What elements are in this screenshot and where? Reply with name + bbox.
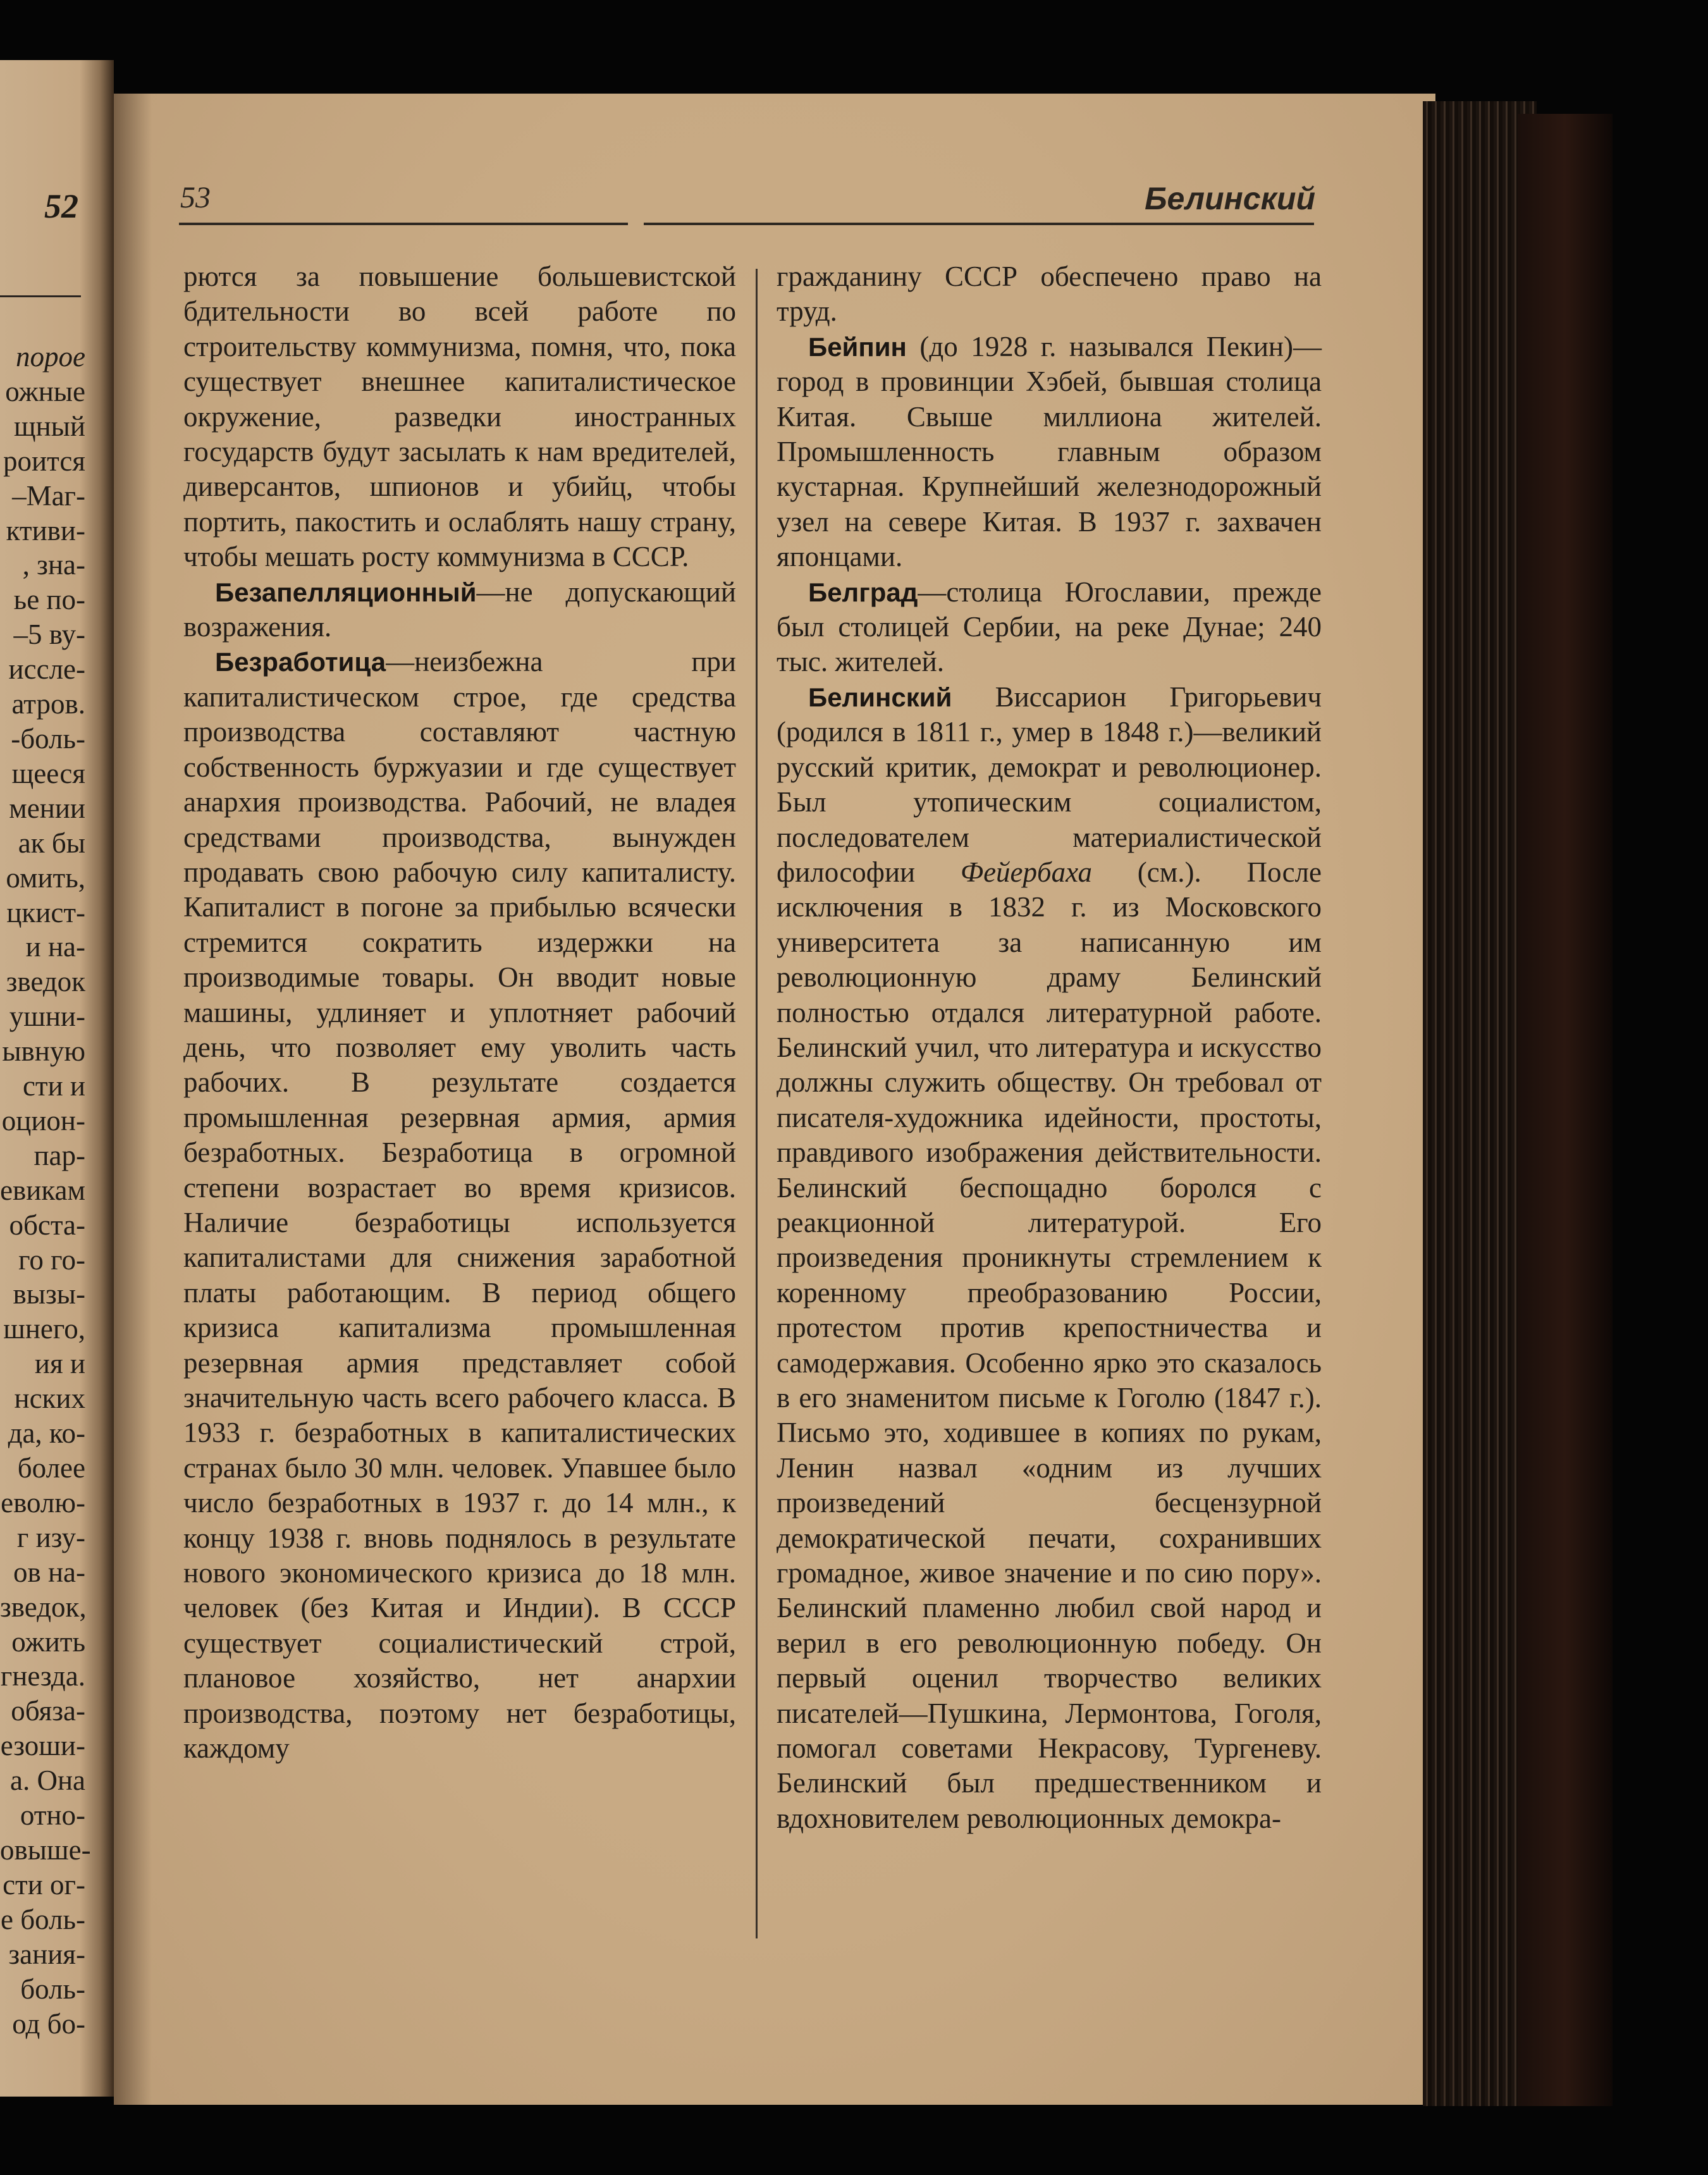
previous-page-line-fragment: –Маг- <box>12 479 85 512</box>
previous-page-line-fragment: овыше- <box>0 1833 91 1866</box>
entry-term: Белград <box>808 577 918 607</box>
gutter-shadow <box>114 94 152 2105</box>
previous-page-line-fragment: ия и <box>34 1348 85 1380</box>
previous-page-line-fragment: гнезда. <box>0 1660 85 1692</box>
right-text-column <box>777 259 1322 1836</box>
previous-page-number: 52 <box>44 187 78 225</box>
previous-page-line-fragment: а. Она <box>9 1765 85 1797</box>
entry-text: —неизбежна при капиталистическом строе, где средства производства составляют частную собственность буржуазии и где существует анархия производства. Рабочий, не владея средствами производства, вынужден продавать свою рабочую силу капиталисту. Капиталист в погоне за прибылью всячески стремится сократить издержки на производимые товары. Он вводит новые машины, удлиняет и уплотняет рабочий день, что позволяет ему уволить часть рабочих. В результате создается промышленная резервная армия, армия безработных. Безработица в огромной степени возрастает во время кризисов. Наличие безработицы используется капиталистами для снижения заработной платы работающим. В период общего кризиса капитализма промышленная резервная армия представляет собой значительную часть всего рабочего класса. В 1933 г. безработных в капиталистических странах было 30 млн. человек. Упавшее было число безработных в 1937 г. до 14 млн., к концу 1938 г. вновь поднялось в результате нового экономического кризиса до 18 млн. человек (без Китая и Индии). В СССР существует социалистический строй, плановое хозяйство, нет анархии производства, поэтому нет безработицы, каждому <box>183 646 736 1765</box>
entry-term: Белинский <box>808 682 952 712</box>
entry-beipin <box>777 330 1322 575</box>
previous-page-line-fragment: –5 ву- <box>13 619 85 651</box>
previous-page-line-fragment: -боль- <box>11 722 85 755</box>
continued-paragraph: рются за повышение большевистской бдительности во всей работе по строительству коммунизма, помня, что, пока существует внешнее капиталистическое окружение, разведки иностранных государств будут засылать к нам вредителей, диверсантов, шпионов и убийц, чтобы портить, пакостить и ослаблять нашу страну, чтобы мешать росту коммунизма в СССР. <box>183 261 736 573</box>
cross-reference: Фейербаха <box>960 856 1093 888</box>
previous-page-line-fragment: нских <box>14 1383 85 1415</box>
previous-page-line-fragment: сти и <box>22 1070 85 1102</box>
previous-page-line-fragment: ак бы <box>18 827 85 859</box>
previous-page-line-fragment: омить, <box>6 861 85 894</box>
previous-page-line-fragment: оцион- <box>1 1104 85 1137</box>
previous-page-line-fragment: шнего, <box>3 1313 85 1345</box>
left-text-column <box>183 259 736 1766</box>
previous-page-line-fragment: еволю- <box>1 1486 85 1519</box>
previous-page-line-fragment: щный <box>13 410 85 442</box>
previous-page-line-fragment: сти ог- <box>3 1868 85 1901</box>
previous-page-line-fragment: ье по- <box>13 584 85 616</box>
previous-page-line-fragment: е боль- <box>1 1903 85 1935</box>
header-rule-left <box>179 223 628 225</box>
previous-page-line-fragment: обста- <box>9 1209 85 1241</box>
entry-term: Бейпин <box>808 331 907 362</box>
previous-page-line-fragment: ктиви- <box>6 514 85 546</box>
header-rule-right <box>644 223 1314 225</box>
previous-page-line-fragment: боль- <box>20 1973 85 2005</box>
previous-page-line-fragment: зания- <box>8 1938 85 1970</box>
previous-page-line-fragment: ывную <box>2 1035 85 1068</box>
previous-page-line-fragment: ов на- <box>13 1556 85 1588</box>
previous-page-line-fragment: пар- <box>34 1139 85 1171</box>
previous-page-line-fragment: и на- <box>25 931 85 963</box>
entry-bezapellyatsionny <box>183 575 736 645</box>
entry-text: (см.). После исключения в 1832 г. из Московского университета за написанную им революционную драму Белинский полностью отдался литературной работе. Белинский учил, что литература и искусство должны служить обществу. Он требовал от писателя-художника идейности, простоты, правдивого изображения действительности. Белинский беспощадно боролся с реакционной литературой. Его произведения проникнуты стремлением к коренному преобразованию России, протестом против крепостничества и самодержавия. Особенно ярко это сказалось в его знаменитом письме к Гоголю (1847 г.). Письмо это, ходившее в копиях по рукам, Ленин назвал «одним из лучших произведений бесцензурной демократической печати, сохранивших громадное, живое значение и по сию пору». Белинский пламенно любил свой народ и верил в его революционную победу. Он первый оценил творчество великих писателей—Пушкина, Лермонтова, Гоголя, помогал советами Некрасову, Тургеневу. Белинский был предшественником и вдохновителем революционных демокра- <box>777 856 1322 1834</box>
previous-page-line-fragment: ушни- <box>9 1001 85 1033</box>
column-divider <box>756 269 758 1938</box>
previous-page-line-fragment: ожные <box>5 375 85 407</box>
previous-page-line-fragment: го го- <box>18 1243 85 1276</box>
previous-page-line-fragment: да, ко- <box>8 1417 85 1450</box>
entry-term: Безработица <box>215 647 386 677</box>
previous-page-line-fragment: более <box>17 1452 85 1484</box>
continued-paragraph: гражданину СССР обеспечено право на труд. <box>777 261 1322 328</box>
previous-page-line-fragment: иссле- <box>8 653 85 686</box>
previous-page-line-fragment: , зна- <box>22 549 85 581</box>
previous-page-line-fragment: г изу- <box>16 1521 85 1553</box>
previous-page-line-fragment: езоши- <box>0 1730 85 1762</box>
previous-page-line-fragment: отно- <box>20 1799 85 1832</box>
entry-text: (до 1928 г. назывался Пекин)—город в провинции Хэбей, бывшая столица Китая. Свыше миллиона жителей. Промышленность главным образом кустарная. Крупнейший железнодорожный узел на севере Китая. В 1937 г. захвачен японцами. <box>777 330 1322 573</box>
previous-page-line-fragment: евикам <box>0 1174 85 1206</box>
previous-page-header-rule <box>0 295 81 297</box>
entry-belinsky <box>777 680 1322 1836</box>
entry-text: —не допускающий возражения. <box>183 576 736 643</box>
previous-page-line-fragment: зведок <box>6 966 85 998</box>
previous-page-line-fragment: зведок, <box>0 1591 87 1623</box>
previous-page-line-fragment: обяза- <box>11 1695 85 1727</box>
previous-page-line-fragment: цкист- <box>6 896 85 928</box>
previous-page-text-fragments <box>0 340 91 2041</box>
entry-text: Виссарион Григорьевич (родился в 1811 г., умер в 1848 г.)—великий русский критик, демократ и революционер. Был утопическим социалистом, последователем материалистической философии <box>777 681 1322 888</box>
entry-bezrabotitsa <box>183 644 736 1766</box>
previous-page-line-fragment: роится <box>3 445 85 477</box>
previous-page-line-fragment: порое <box>16 341 85 373</box>
running-title: Белинский <box>1145 181 1315 216</box>
previous-page-line-fragment: атров. <box>11 688 85 720</box>
previous-page-line-fragment: од бо- <box>12 2007 85 2040</box>
previous-page-line-fragment: ожить <box>11 1625 85 1658</box>
previous-page-line-fragment: вызы- <box>13 1278 85 1310</box>
page-number: 53 <box>180 181 211 214</box>
previous-page-edge <box>0 60 114 2097</box>
previous-page-line-fragment: щееся <box>11 757 85 789</box>
entry-belgrad <box>777 575 1322 680</box>
entry-term: Безапелляционный <box>215 577 477 607</box>
book-cover-edge <box>1518 114 1613 2106</box>
previous-page-line-fragment: мении <box>9 792 85 824</box>
entry-text: —столица Югославии, прежде был столицей Сербии, на реке Дунае; 240 тыс. жителей. <box>777 576 1322 678</box>
